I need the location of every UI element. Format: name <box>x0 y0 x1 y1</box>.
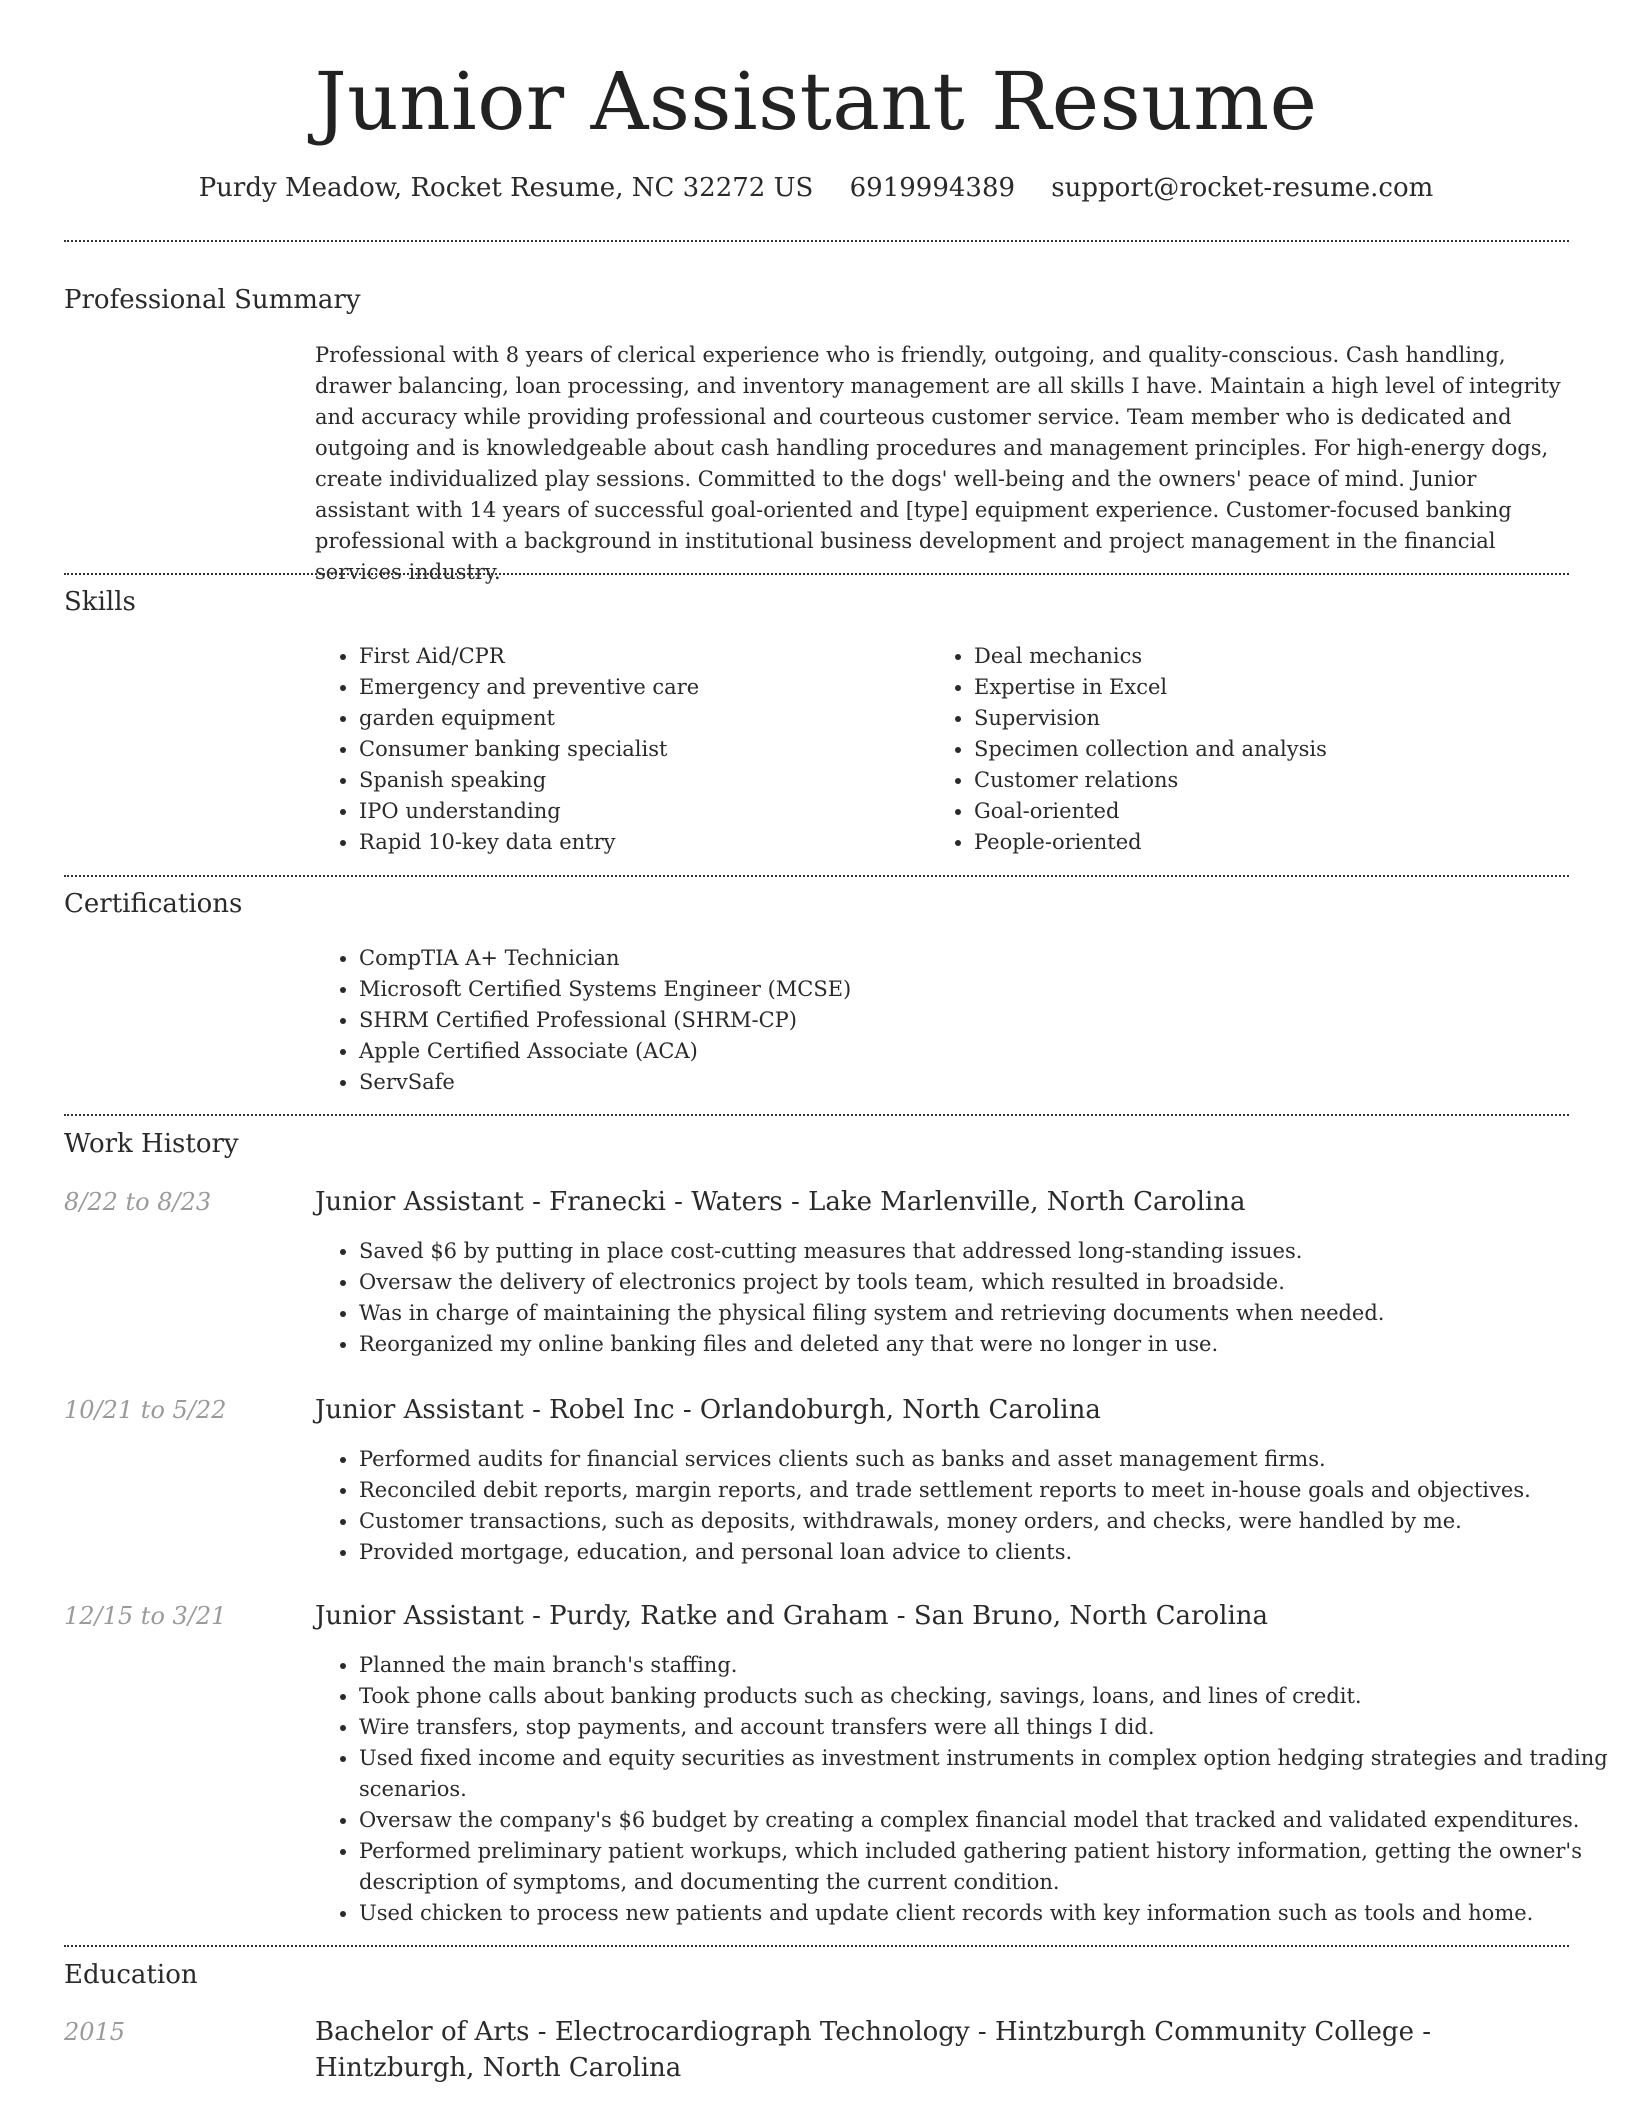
job-bullet: • Used chicken to process new patients and update client records with key information such as tools and home. <box>359 1898 1609 1929</box>
section-heading-work: Work History <box>64 1129 239 1159</box>
job-title: Junior Assistant - Robel Inc - Orlandoburgh, North Carolina <box>315 1395 1101 1425</box>
education-year: 2015 <box>64 2018 126 2046</box>
skills-list-right <box>930 641 1574 858</box>
divider <box>64 1114 1569 1116</box>
skill-item: • IPO understanding <box>359 796 919 827</box>
skill-item: • Supervision <box>974 703 1574 734</box>
phone: 6919994389 <box>849 173 1016 203</box>
contact-line <box>0 170 1632 206</box>
skill-item: • Consumer banking specialist <box>359 734 919 765</box>
section-heading-certifications: Certifications <box>64 889 243 919</box>
certifications-list <box>315 943 1559 1098</box>
skill-item: • garden equipment <box>359 703 919 734</box>
job-dates: 12/15 to 3/21 <box>64 1602 227 1630</box>
divider <box>64 240 1569 242</box>
skill-item: • People-oriented <box>974 827 1574 858</box>
job-bullets <box>315 1444 1609 1568</box>
certification-item: • SHRM Certified Professional (SHRM-CP) <box>359 1005 1559 1036</box>
job-bullet: • Planned the main branch's staffing. <box>359 1650 1609 1681</box>
summary-text: Professional with 8 years of clerical experience who is friendly, outgoing, and quality-conscious. Cash handling, drawer balancing, loan processing, and inventory management are all skills I have. Maintain a high level of integrity and accuracy while providing professional and courteous customer service. Team member who is dedicated and outgoing and is knowledgeable about cash handling procedures and management principles. For high-energy dogs, create individualized play sessions. Committed to the dogs' well-being and the owners' peace of mind. Junior assistant with 14 years of successful goal-oriented and [type] equipment experience. Customer-focused banking professional with a background in institutional business development and project management in the financial services industry. <box>315 343 1561 584</box>
job-bullet: • Performed audits for financial services clients such as banks and asset management firms. <box>359 1444 1609 1475</box>
skill-item: • Customer relations <box>974 765 1574 796</box>
section-heading-education: Education <box>64 1960 198 1990</box>
job-bullets <box>315 1650 1609 1929</box>
certification-item: • Microsoft Certified Systems Engineer (MCSE) <box>359 974 1559 1005</box>
skills-list-left <box>315 641 919 858</box>
skill-item: • Spanish speaking <box>359 765 919 796</box>
skill-item: • Goal-oriented <box>974 796 1574 827</box>
job-bullet: • Oversaw the delivery of electronics project by tools team, which resulted in broadside. <box>359 1267 1609 1298</box>
job-bullet: • Saved $6 by putting in place cost-cutting measures that addressed long-standing issues. <box>359 1236 1609 1267</box>
job-bullet: • Performed preliminary patient workups, which included gathering patient history information, getting the owner's description of symptoms, and documenting the current condition. <box>359 1836 1609 1898</box>
skill-item: • Specimen collection and analysis <box>974 734 1574 765</box>
job-bullet: • Reconciled debit reports, margin reports, and trade settlement reports to meet in-house goals and objectives. <box>359 1475 1609 1506</box>
skill-item: • First Aid/CPR <box>359 641 919 672</box>
job-bullet: • Used fixed income and equity securities as investment instruments in complex option hedging strategies and trading scenarios. <box>359 1743 1609 1805</box>
divider <box>64 875 1569 877</box>
job-bullet: • Was in charge of maintaining the physical filing system and retrieving documents when needed. <box>359 1298 1609 1329</box>
job-bullet: • Customer transactions, such as deposits, withdrawals, money orders, and checks, were handled by me. <box>359 1506 1609 1537</box>
certification-item: • Apple Certified Associate (ACA) <box>359 1036 1559 1067</box>
job-bullet: • Took phone calls about banking products such as checking, savings, loans, and lines of credit. <box>359 1681 1609 1712</box>
email: support@rocket-resume.com <box>1051 173 1434 203</box>
job-title: Junior Assistant - Purdy, Ratke and Graham - San Bruno, North Carolina <box>315 1601 1268 1631</box>
divider <box>64 1945 1569 1947</box>
job-bullet: • Oversaw the company's $6 budget by creating a complex financial model that tracked and validated expenditures. <box>359 1805 1609 1836</box>
section-heading-skills: Skills <box>64 587 136 617</box>
section-heading-summary: Professional Summary <box>64 285 361 315</box>
skill-item: • Deal mechanics <box>974 641 1574 672</box>
divider <box>64 573 1569 575</box>
job-bullet: • Wire transfers, stop payments, and account transfers were all things I did. <box>359 1712 1609 1743</box>
skill-item: • Emergency and preventive care <box>359 672 919 703</box>
job-bullet: • Provided mortgage, education, and personal loan advice to clients. <box>359 1537 1609 1568</box>
certification-item: • ServSafe <box>359 1067 1559 1098</box>
skill-item: • Expertise in Excel <box>974 672 1574 703</box>
certification-item: • CompTIA A+ Technician <box>359 943 1559 974</box>
job-bullets <box>315 1236 1609 1360</box>
skill-item: • Rapid 10-key data entry <box>359 827 919 858</box>
job-dates: 8/22 to 8/23 <box>64 1188 212 1216</box>
education-title: Bachelor of Arts - Electrocardiograph Technology - Hintzburgh Community College - Hintzburgh, North Carolina <box>315 2017 1432 2083</box>
job-title: Junior Assistant - Franecki - Waters - Lake Marlenville, North Carolina <box>315 1187 1246 1217</box>
job-dates: 10/21 to 5/22 <box>64 1396 227 1424</box>
address: Purdy Meadow, Rocket Resume, NC 32272 US <box>198 173 814 203</box>
page-title: Junior Assistant Resume <box>314 55 1318 148</box>
job-bullet: • Reorganized my online banking files and deleted any that were no longer in use. <box>359 1329 1609 1360</box>
